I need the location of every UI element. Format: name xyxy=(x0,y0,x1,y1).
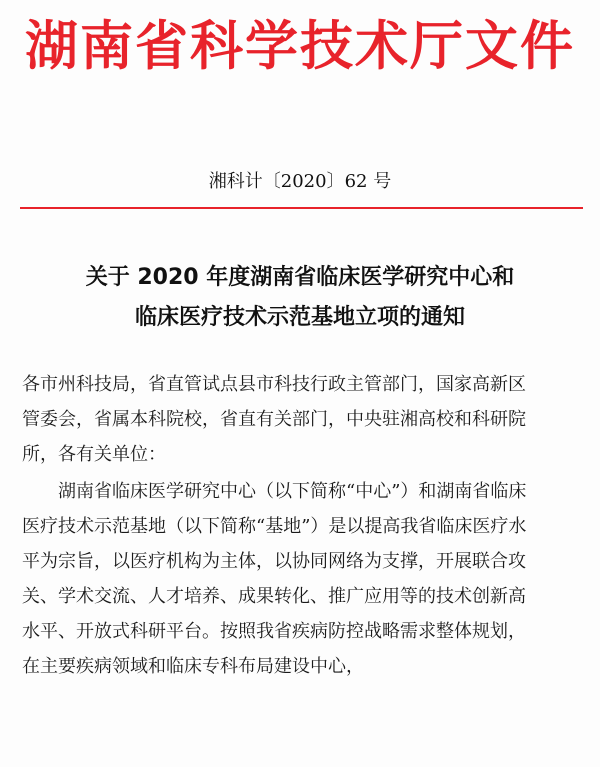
paragraph-1-line-1: 湖南省临床医学研究中心（以下简称“中心”）和湖南省临床 xyxy=(58,481,527,502)
issuer-masthead: 湖南省科学技术厅文件 xyxy=(25,16,575,77)
title-line-1: 关于 2020 年度湖南省临床医学研究中心和 xyxy=(85,265,515,290)
paragraph-1-line-2: 医疗技术示范基地（以下简称“基地”）是以提高我省临床医疗水 xyxy=(22,516,527,537)
title-line-2: 临床医疗技术示范基地立项的通知 xyxy=(134,305,465,330)
document-body xyxy=(22,367,578,684)
red-divider-line xyxy=(20,207,583,209)
document-number: 湘科计〔2020〕62 号 xyxy=(208,171,392,192)
paragraph-1-line-4: 关、学术交流、人才培养、成果转化、推广应用等的技术创新高 xyxy=(22,586,526,607)
addressee-line-3: 所，各有关单位： xyxy=(22,444,166,465)
paragraph-1-line-3: 平为宗旨，以医疗机构为主体，以协同网络为支撑，开展联合攻 xyxy=(22,551,526,572)
addressee-line-1: 各市州科技局，省直管试点县市科技行政主管部门，国家高新区 xyxy=(22,374,526,395)
addressee-line-2: 管委会，省属本科院校，省直有关部门，中央驻湘高校和科研院 xyxy=(22,409,526,430)
addressee-block xyxy=(22,367,578,472)
document-title xyxy=(20,258,580,338)
paragraph-1 xyxy=(22,474,578,684)
paragraph-1-line-5: 水平、开放式科研平台。按照我省疾病防控战略需求整体规划， xyxy=(22,621,526,642)
paragraph-1-line-6: 在主要疾病领域和临床专科布局建设中心， xyxy=(22,656,364,677)
